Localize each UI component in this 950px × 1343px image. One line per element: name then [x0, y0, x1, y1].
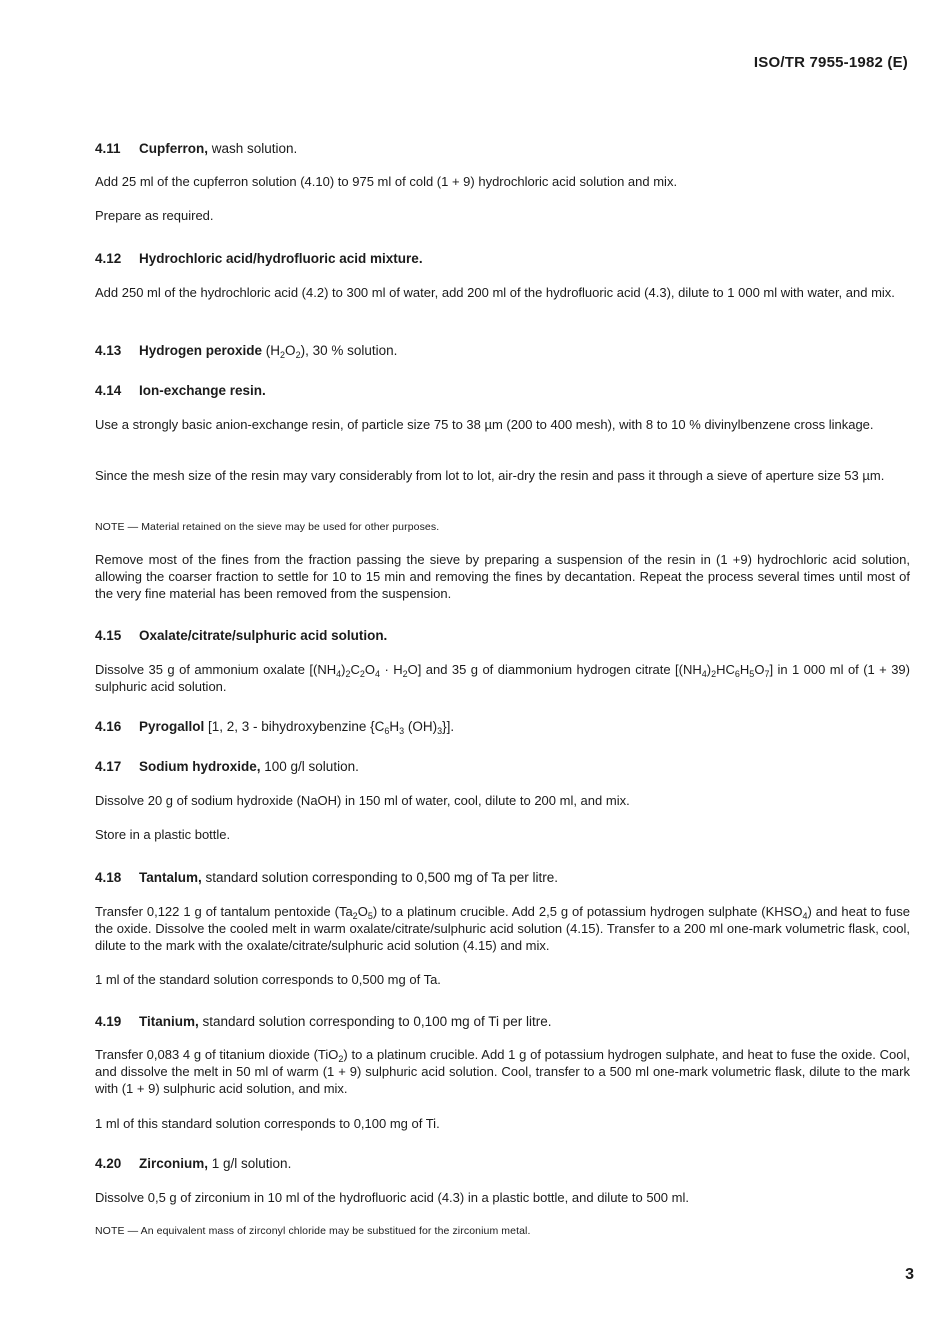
- section-title: Tantalum,: [139, 870, 202, 885]
- section-4-14-paragraph-1: Use a strongly basic anion-exchange resin, of particle size 75 to 38 µm (200 to 400 mesh), with 8 to 10 % divinylbenzene cross linkage.: [95, 417, 874, 432]
- section-4-13-heading: 4.13 Hydrogen peroxide $(H_2O_2)$, 30 % solution.: [95, 343, 398, 360]
- section-number: 4.18: [95, 870, 122, 885]
- section-4-15-paragraph-1: Dissolve 35 g of ammonium oxalate $[(NH_4)_2C_2O_4 \cdot H_2O]$ and 35 g of diammonium hydrogen citrate $[(NH_4)_2HC_6H_5O_7]$ in 1 000 ml of (1 + 39) sulphuric acid solution.: [95, 662, 910, 694]
- section-description: wash solution.: [208, 141, 298, 156]
- section-4-20-paragraph-1: Dissolve 0,5 g of zirconium in 10 ml of the hydrofluoric acid (4.3) in a plastic bottle, and dilute to 500 ml.: [95, 1190, 689, 1205]
- section-description: 100 g/l solution.: [260, 759, 359, 774]
- section-4-17-heading: [95, 758, 910, 775]
- section-4-19-paragraph-1: Transfer 0,083 4 g of titanium dioxide (TiO$_2$) to a platinum crucible. Add 1 g of potassium hydrogen sulphate, and heat to fuse the oxide. Cool, and dissolve the melt in 50 ml of warm (1 + 9) sulphuric acid solution. Cool, transfer to a 500 ml one-mark volumetric flask, dilute to the mark with (1 + 9) sulphuric acid solution, and mix.: [95, 1047, 910, 1096]
- section-4-14-note: NOTE — Material retained on the sieve may be used for other purposes.: [95, 521, 440, 533]
- section-4-18-paragraph-1: Transfer 0,122 1 g of tantalum pentoxide $(Ta_2O_5)$ to a platinum crucible. Add 2,5 g of potassium hydrogen sulphate $(KHSO_4)$ and heat to fuse the oxide. Dissolve the cooled melt in warm oxalate/citrate/sulphuric acid solution (4.15). Transfer to a 200 ml one-mark volumetric flask, cool, dilute to the mark with the oxalate/citrate/sulphuric acid solution (4.15) and mix.: [95, 904, 911, 953]
- page-number: 3: [905, 1266, 914, 1283]
- section-4-19-paragraph-2: 1 ml of this standard solution corresponds to 0,100 mg of Ti.: [95, 1116, 440, 1131]
- section-title: Hydrochloric acid/hydrofluoric acid mixture.: [139, 251, 423, 266]
- section-number: 4.20: [95, 1156, 122, 1171]
- section-4-11-heading: [95, 140, 910, 157]
- section-4-19-heading: [95, 1013, 910, 1030]
- section-title: Hydrogen peroxide: [139, 343, 263, 358]
- section-4-11-paragraph-1: Add 25 ml of the cupferron solution (4.10) to 975 ml of cold (1 + 9) hydrochloric acid solution and mix.: [95, 174, 678, 189]
- section-4-18-paragraph-2: 1 ml of the standard solution corresponds to 0,500 mg of Ta.: [95, 972, 441, 987]
- document-code-header: ISO/TR 7955-1982 (E): [753, 54, 908, 71]
- section-4-14-heading: [95, 382, 910, 399]
- section-title: Oxalate/citrate/sulphuric acid solution.: [139, 628, 388, 643]
- section-4-14-paragraph-2: Since the mesh size of the resin may vary considerably from lot to lot, air-dry the resin and pass it through a sieve of aperture size 53 µm.: [95, 468, 885, 483]
- section-4-14-paragraph-3: Remove most of the fines from the fraction passing the sieve by preparing a suspension of the resin in (1 +9) hydrochloric acid solution, allowing the coarser fraction to settle for 10 to 15 min and removing the fines by decantation. Repeat the process several times until most of the very fine material has been removed from the suspension.: [95, 552, 910, 601]
- section-title: Zirconium,: [139, 1156, 209, 1171]
- section-number: 4.17: [95, 759, 122, 774]
- section-description: 1 g/l solution.: [208, 1156, 292, 1171]
- section-number: 4.15: [95, 628, 122, 643]
- section-4-17-paragraph-2: Store in a plastic bottle.: [95, 827, 231, 842]
- section-number: 4.13: [95, 343, 122, 358]
- section-4-12-heading: [95, 250, 910, 267]
- section-4-17-paragraph-1: Dissolve 20 g of sodium hydroxide (NaOH) in 150 ml of water, cool, dilute to 200 ml, and mix.: [95, 793, 630, 808]
- section-4-15-heading: [95, 627, 910, 644]
- section-4-18-heading: [95, 869, 910, 886]
- section-description: standard solution corresponding to 0,100 mg of Ti per litre.: [198, 1014, 552, 1029]
- section-number: 4.14: [95, 383, 122, 398]
- section-number: 4.12: [95, 251, 122, 266]
- section-number: 4.16: [95, 719, 122, 734]
- section-4-20-heading: [95, 1155, 910, 1172]
- section-4-16-heading: 4.16 Pyrogallol [1, 2, 3 - bihydroxybenzine {$C_6H_3$ $(OH)_3$}].: [95, 719, 455, 736]
- section-4-11-paragraph-2: Prepare as required.: [95, 208, 214, 223]
- section-title: Pyrogallol: [139, 719, 205, 734]
- section-number: 4.11: [95, 141, 121, 156]
- section-4-20-note: NOTE — An equivalent mass of zirconyl chloride may be substitued for the zirconium metal.: [95, 1225, 531, 1237]
- section-4-12-paragraph-1: Add 250 ml of the hydrochloric acid (4.2) to 300 ml of water, add 200 ml of the hydrofluoric acid (4.3), dilute to 1 000 ml with water, and mix.: [95, 285, 895, 300]
- section-title: Ion-exchange resin.: [139, 383, 266, 398]
- section-title: Cupferron,: [139, 141, 208, 156]
- section-title: Sodium hydroxide,: [139, 759, 261, 774]
- section-description: standard solution corresponding to 0,500 mg of Ta per litre.: [201, 870, 558, 885]
- section-title: Titanium,: [139, 1014, 199, 1029]
- section-number: 4.19: [95, 1014, 122, 1029]
